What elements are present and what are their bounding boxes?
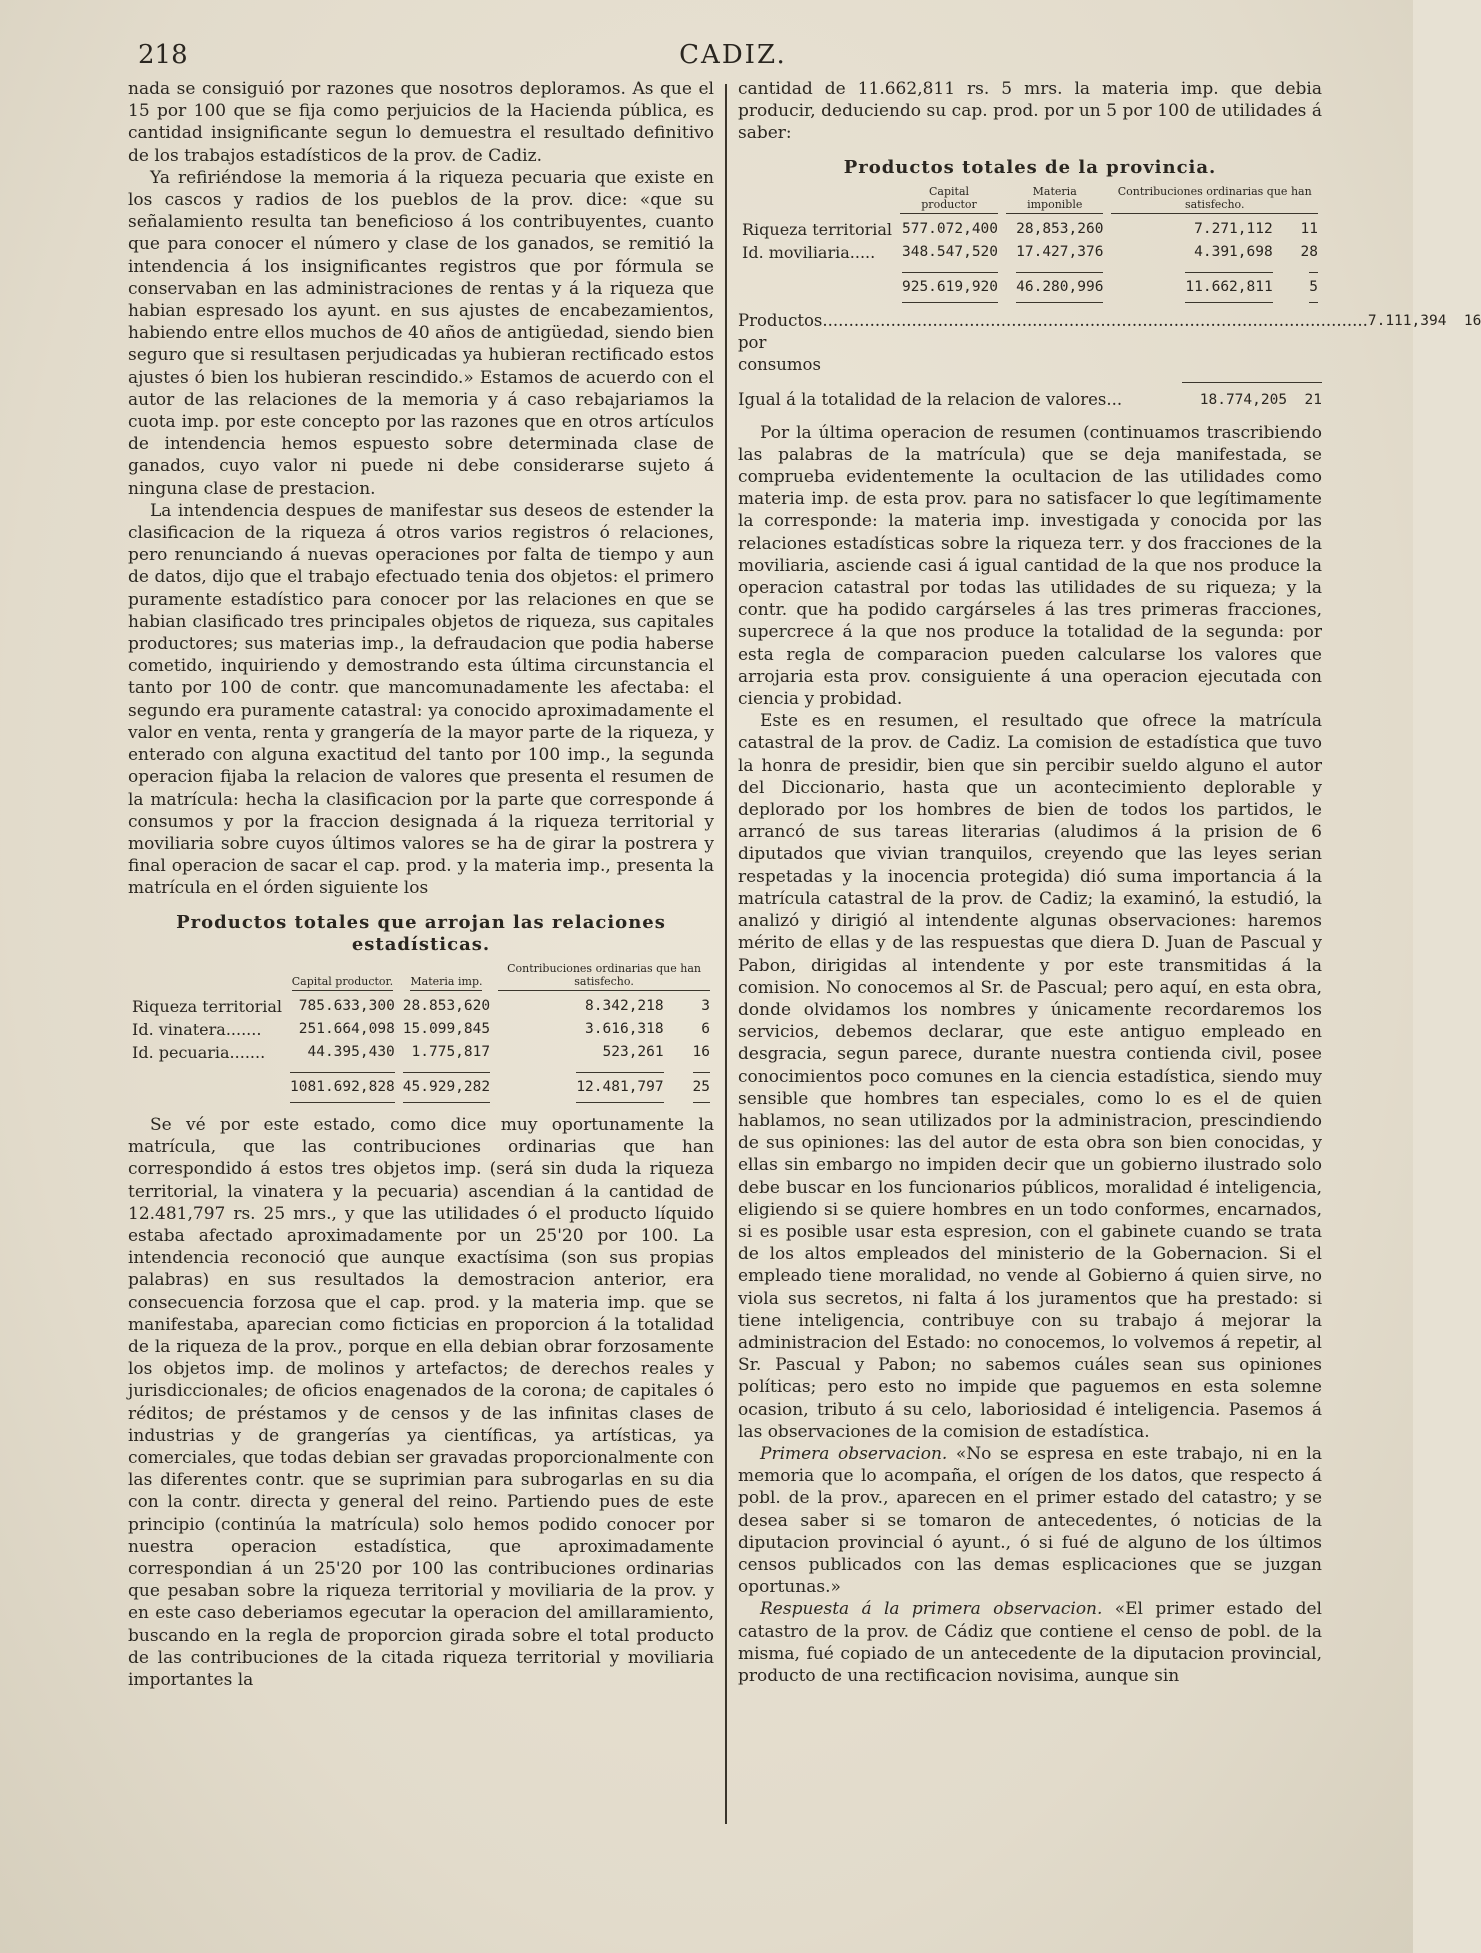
igual-value: 18.774,205 21 <box>1199 392 1322 409</box>
column-divider <box>725 84 727 1824</box>
table-header: Capital productor <box>896 185 1002 218</box>
paragraph: Por la última operacion de resumen (continuamos trascribiendo las palabras de la matrícula) que se deja manifestada, se comprueba evidentemente la ocultacion de las utilidades como materia imp. de esta prov. para no satisfacer lo que legítimamente la corresponde: la materia imp. investigada y conocida por las relaciones estadísticas sobre la riqueza terr. y dos fracciones de la moviliaria, asciende casi á igual cantidad de la que nos produce la operacion catastral por todas las utilidades de su riqueza; y la contr. que ha podido cargárseles á las tres primeras fracciones, supercrece á la que nos produce la totalidad de la segunda: por esta regla de comparacion pueden calcularse los valores que arrojaria esta prov. consiguiente á una operacion ejecutada con ciencia y probidad. <box>738 422 1322 710</box>
paragraph: La intendencia despues de manifestar sus deseos de estender la clasificacion de la riqueza á otros varios registros ó relaciones, pero renunciando á nuevas operaciones por falta de tiempo y aun de datos, dijo que el trabajo efectuado tenia dos objetos: el primero puramente estadístico para conocer por las relaciones en que se habian clasificado tres principales objetos de riqueza, sus capitales productores; sus materias imp., la defraudacion que podia haberse cometido, inquiriendo y demostrando esta última circunstancia el tanto por 100 de contr. que mancomunadamente les afectaba: el segundo era puramente catastral: ya conocido aproximadamente el valor en venta, renta y grangería de la mayor parte de la riqueza, y enterado con alguna exactitud del tanto por 100 imp., la segunda operacion fijaba la relacion de valores que presenta el resumen de la matrícula: hecha la clasificacion por la parte que corresponde á consumos y por la fraccion designada á la riqueza territorial y moviliaria sobre cuyos últimos valores se ha de girar la postrera y final operacion de sacar el cap. prod. y la materia imp., presenta la matrícula en el órden siguiente los <box>128 500 714 899</box>
page-header <box>138 40 1328 74</box>
table-row: Id. pecuaria....... 44.395,430 1.775,817 523,261 16 <box>132 1042 710 1062</box>
table-total-row: 1081.692,828 45.929,282 12.481,797 25 <box>128 1064 714 1104</box>
consumos-label: Productos por consumos <box>738 310 823 375</box>
statistics-table <box>738 185 1322 304</box>
igual-label: Igual á la totalidad de la relacion de valores... <box>738 390 1123 410</box>
right-column <box>738 78 1481 1687</box>
paragraph: Se vé por este estado, como dice muy oportunamente la matrícula, que las contribuciones ordinarias que han correspondido á estos tres objetos imp. (será sin duda la riqueza territorial, la vinatera y la pecuaria) ascendian á la cantidad de 12.481,797 rs. 25 mrs., y que las utilidades ó el producto líquido estaba afectado aproximadamente por un 25'20 por 100. La intendencia reconoció que aunque exactísima (son sus propias palabras) en sus resultados la demostracion anterior, era consecuencia forzosa que el cap. prod. y la materia imp. que se manifestaba, aparecian como ficticias en proporcion á la totalidad de la riqueza de la prov., porque en ella debian obrar forzosamente los objetos imp. de molinos y artefactos; de derechos reales y jurisdiccionales; de oficios enagenados de la corona; de capitales ó réditos; de préstamos y de censos y de las infinitas clases de industrias y de grangerías ya científicas, ya artísticas, ya comerciales, que todas debian ser gravadas proporcionalmente con las diferentes contr. que se suprimian para subrogarlas en su dia con la contr. directa y general del reino. Partiendo pues de este principio (continúa la matrícula) solo hemos podido conocer por nuestra operacion estadística, que aproximadamente correspondian á un 25'20 por 100 las contribuciones ordinarias que pesaban sobre la riqueza territorial y moviliaria de la prov. y en este caso deberiamos egecutar la operacion del amillaramiento, buscando en la regla de proporcion girada sobre el total producto de las contribuciones de la citada riqueza territorial y moviliaria importantes la <box>128 1114 714 1690</box>
consumos-line <box>738 310 1481 377</box>
observation-label: Primera observacion. <box>760 1443 948 1464</box>
table-header: Capital productor. <box>286 962 399 995</box>
igual-line <box>738 389 1322 411</box>
table-header: Materia imp. <box>399 962 494 995</box>
table-header: Contribuciones ordinarias que han satisfecho. <box>1107 185 1322 218</box>
table-header: Materia imponible <box>1002 185 1107 218</box>
response-paragraph: Respuesta á la primera observacion. «El primer estado del catastro de la prov. de Cádiz que contiene el censo de pobl. de la misma, fué copiado de un antecedente de la diputacion provincial, producto de una rectificacion novisima, aunque sin <box>738 1599 1322 1686</box>
observation-paragraph: Primera observacion. «No se espresa en este trabajo, ni en la memoria que lo acompaña, el orígen de los datos, que respecto á pobl. de la prov., aparecen en el primer estado del catastro; y se desea saber si se tomaron de antecedentes, ó noticias de la diputacion provincial ó ayunt., ó si fué de alguno de los últimos censos publicados con las demas esplicaciones que se juzgan oportunas.» <box>738 1443 1322 1598</box>
table-title: Productos totales de la provincia. <box>843 156 1217 178</box>
paragraph: Este es en resumen, el resultado que ofrece la matrícula catastral de la prov. de Cadiz. La comision de estadística que tuvo la honra de presidir, bien que sin percibir sueldo alguno el autor del Diccionario, hasta que un acontecimiento deplorable y deplorado por los hombres de bien de todos los partidos, le arrancó de sus tareas literarias (aludimos á la prision de 6 diputados que vivian tranquilos, creyendo que las leyes serian respetadas y la inocencia protegida) dió suma importancia á la matrícula catastral de la prov. de Cadiz; la examinó, la estudió, la analizó y dirigió al intendente algunas observaciones: haremos mérito de ellas y de las respuestas que diera D. Juan de Pascual y Pabon, dirigidas al intendente y por este transmitidas á la comision. No conocemos al Sr. de Pascual; pero aquí, en esta obra, donde olvidamos los nombres y únicamente recordaremos los servicios, debemos declarar, que este antiguo empleado en desgracia, segun parece, durante nuestra contienda civil, posee conocimientos poco comunes en la ciencia estadística, siendo muy sensible que hombres tan especiales, como lo es el de quien hablamos, no sean utilizados por la administracion, prescindiendo de sus opiniones: las del autor de esta obra son bien conocidas, y ellas sin embargo no impiden decir que un gobierno ilustrado solo debe buscar en los funcionarios públicos, moralidad é inteligencia, eligiendo si se quiere hombres en un todo conformes, encarnados, si es posible usar esta espresion, con el gabinete cuando se trata de los altos empleados del ministerio de la Gobernacion. Si el empleado tiene moralidad, no vende al Gobierno á quien sirve, no viola sus secretos, ni falta á los juramentos que ha prestado: si tiene inteligencia, contribuye con su trabajo á mejorar la administracion del Estado: no conocemos, lo volvemos á repetir, al Sr. Pascual y Pabon; no sabemos cuáles sean sus opiniones políticas; pero esto no impide que paguemos en esta solemne ocasion, tributo á su celo, laboriosidad é inteligencia. Pasemos á las observaciones de la comision de estadística. <box>738 711 1322 1442</box>
running-title: CADIZ. <box>679 40 787 70</box>
table-row: Riqueza territorial 785.633,300 28.853,620 8.342,218 3 <box>132 996 710 1016</box>
statistics-table <box>128 962 714 1104</box>
paragraph: cantidad de 11.662,811 rs. 5 mrs. la materia imp. que debia producir, deduciendo su cap. prod. por un 5 por 100 de utilidades á saber: <box>738 79 1322 144</box>
left-column <box>128 78 714 1691</box>
leader-dots: ........................................................................................................ <box>822 310 1368 330</box>
page-number: 218 <box>138 40 188 70</box>
rule <box>1182 382 1322 383</box>
table-row: Riqueza territorial 577.072,400 28,853,260 7.271,112 11 <box>742 219 1318 239</box>
table-total-row: 925.619,920 46.280,996 11.662,811 5 <box>738 264 1322 304</box>
consumos-value: 7.111,394 16 <box>1367 312 1481 329</box>
table-title: Productos totales que arrojan las relaciones estadísticas. <box>176 911 666 955</box>
table-row: Id. vinatera....... 251.664,098 15.099,845 3.616,318 6 <box>132 1019 710 1039</box>
table-header <box>128 962 286 995</box>
table-header: Contribuciones ordinarias que han satisfecho. <box>494 962 714 995</box>
table-row: Id. moviliaria..... 348.547,520 17.427,376 4.391,698 28 <box>742 242 1318 262</box>
paragraph: nada se consiguió por razones que nosotros deploramos. As que el 15 por 100 que se fija como perjuicios de la Hacienda pública, es cantidad insignificante segun lo demuestra el resultado definitivo de los trabajos estadísticos de la prov. de Cadiz. <box>128 79 714 166</box>
paragraph: Ya refiriéndose la memoria á la riqueza pecuaria que existe en los cascos y radios de los pueblos de la prov. dice: «que su señalamiento resulta tan beneficioso á los contribuyentes, cuanto que para conocer el número y clase de los ganados, se remitió la intendencia á los insignificantes registros que por fórmula se conservaban en las administraciones de rentas y á la riqueza que habian espresado los ayunt. en sus ajustes de encabezamientos, habiendo entre ellos muchos de 40 años de antigüedad, siendo bien seguro que si resultasen perjudicadas ya hubieran rectificado estos ajustes ó bien los hubieran rescindido.» Estamos de acuerdo con el autor de las relaciones de la memoria y á caso rebajariamos la cuota imp. por este concepto por las razones que en otros artículos de intendencia hemos espuesto sobre determinada clase de ganados, cuyo valor ni puede ni debe considerarse sujeto á ninguna clase de prestacion. <box>128 167 714 499</box>
response-label: Respuesta á la primera observacion. <box>760 1599 1103 1620</box>
table-header <box>738 185 896 218</box>
